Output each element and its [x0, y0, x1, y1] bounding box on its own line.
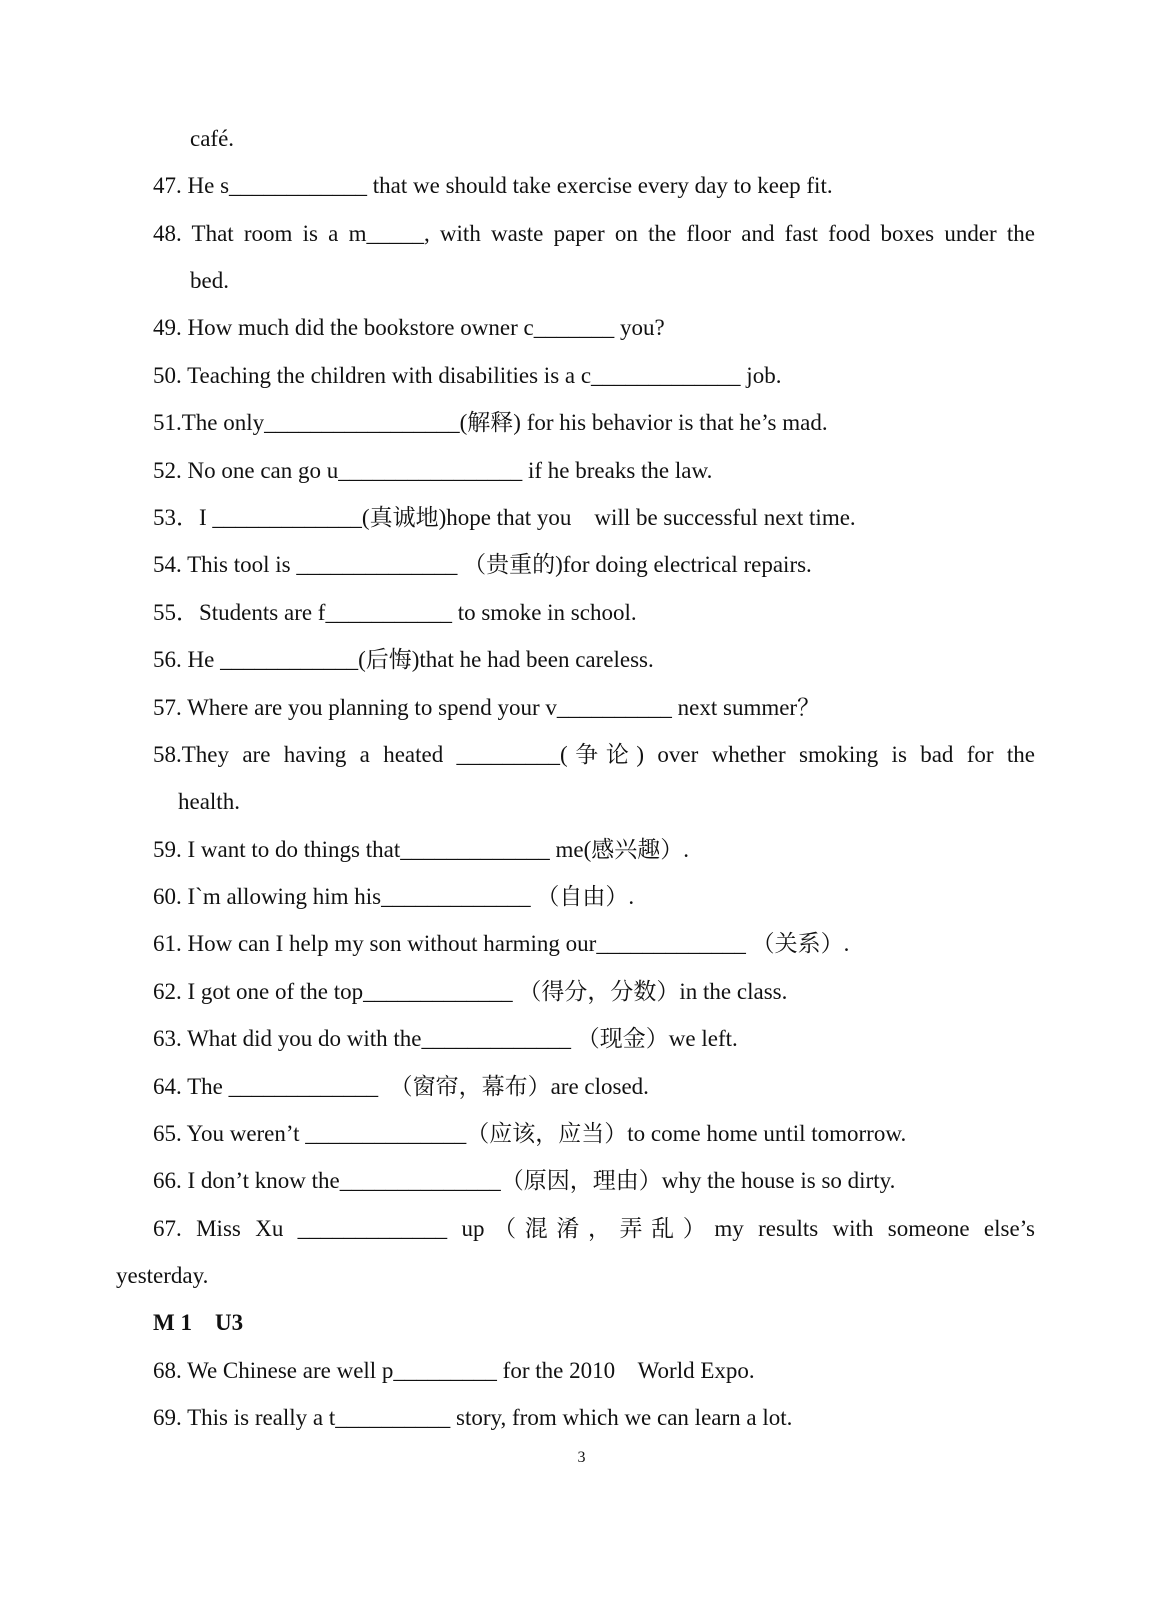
exercise-item-69: 69. This is really a t__________ story, from which we can learn a lot. — [153, 1405, 793, 1430]
exercise-item-66: 66. I don’t know the______________（原因，理由）why the house is so dirty. — [153, 1168, 896, 1193]
exercise-item-52: 52. No one can go u________________ if he breaks the law. — [153, 458, 713, 483]
item-67-continuation: yesterday. — [116, 1263, 209, 1288]
exercise-item-54: 54. This tool is ______________ （贵重的)for doing electrical repairs. — [153, 552, 812, 577]
exercise-item-51: 51.The only_________________(解释) for his behavior is that he’s mad. — [153, 410, 828, 435]
exercise-item-50: 50. Teaching the children with disabilities is a c_____________ job. — [153, 363, 782, 388]
exercise-item-57: 57. Where are you planning to spend your v__________ next summer？ — [153, 695, 821, 720]
item-48-continuation: bed. — [190, 268, 229, 293]
exercise-item-49: 49. How much did the bookstore owner c_______ you? — [153, 315, 665, 340]
exercise-item-56: 56. He ____________(后悔)that he had been careless. — [153, 647, 654, 672]
section-heading: M 1 U3 — [153, 1310, 244, 1335]
page-number: 3 — [577, 1449, 586, 1466]
exercise-item-53: 53．I _____________(真诚地)hope that you will be successful next time. — [153, 505, 856, 530]
exercise-item-48: 48. That room is a m_____, with waste paper on the floor and fast food boxes under the — [153, 221, 1035, 246]
exercise-item-60: 60. I`m allowing him his_____________ （自由）. — [153, 884, 635, 909]
exercise-item-68: 68. We Chinese are well p_________ for the 2010 World Expo. — [153, 1358, 755, 1383]
exercise-item-55: 55．Students are f___________ to smoke in school. — [153, 600, 637, 625]
exercise-item-67: 67. Miss Xu _____________ up（混淆，弄乱）my results with someone else’s — [153, 1216, 1035, 1241]
exercise-item-61: 61. How can I help my son without harming our_____________ （关系）. — [153, 931, 850, 956]
exercise-item-62: 62. I got one of the top_____________ （得分，分数）in the class. — [153, 979, 788, 1004]
exercise-item-47: 47. He s____________ that we should take exercise every day to keep fit. — [153, 173, 833, 198]
exercise-item-64: 64. The _____________ （窗帘，幕布）are closed. — [153, 1074, 649, 1099]
exercise-item-65: 65. You weren’t ______________（应该，应当）to come home until tomorrow. — [153, 1121, 907, 1146]
item-58-continuation: health. — [178, 789, 240, 814]
exercise-item-59: 59. I want to do things that_____________ me(感兴趣）. — [153, 837, 689, 862]
item-46-continuation: café. — [190, 126, 235, 151]
exercise-item-58: 58.They are having a heated _________(争论) over whether smoking is bad for the — [153, 742, 1035, 767]
exercise-item-63: 63. What did you do with the_____________ （现金）we left. — [153, 1026, 738, 1051]
